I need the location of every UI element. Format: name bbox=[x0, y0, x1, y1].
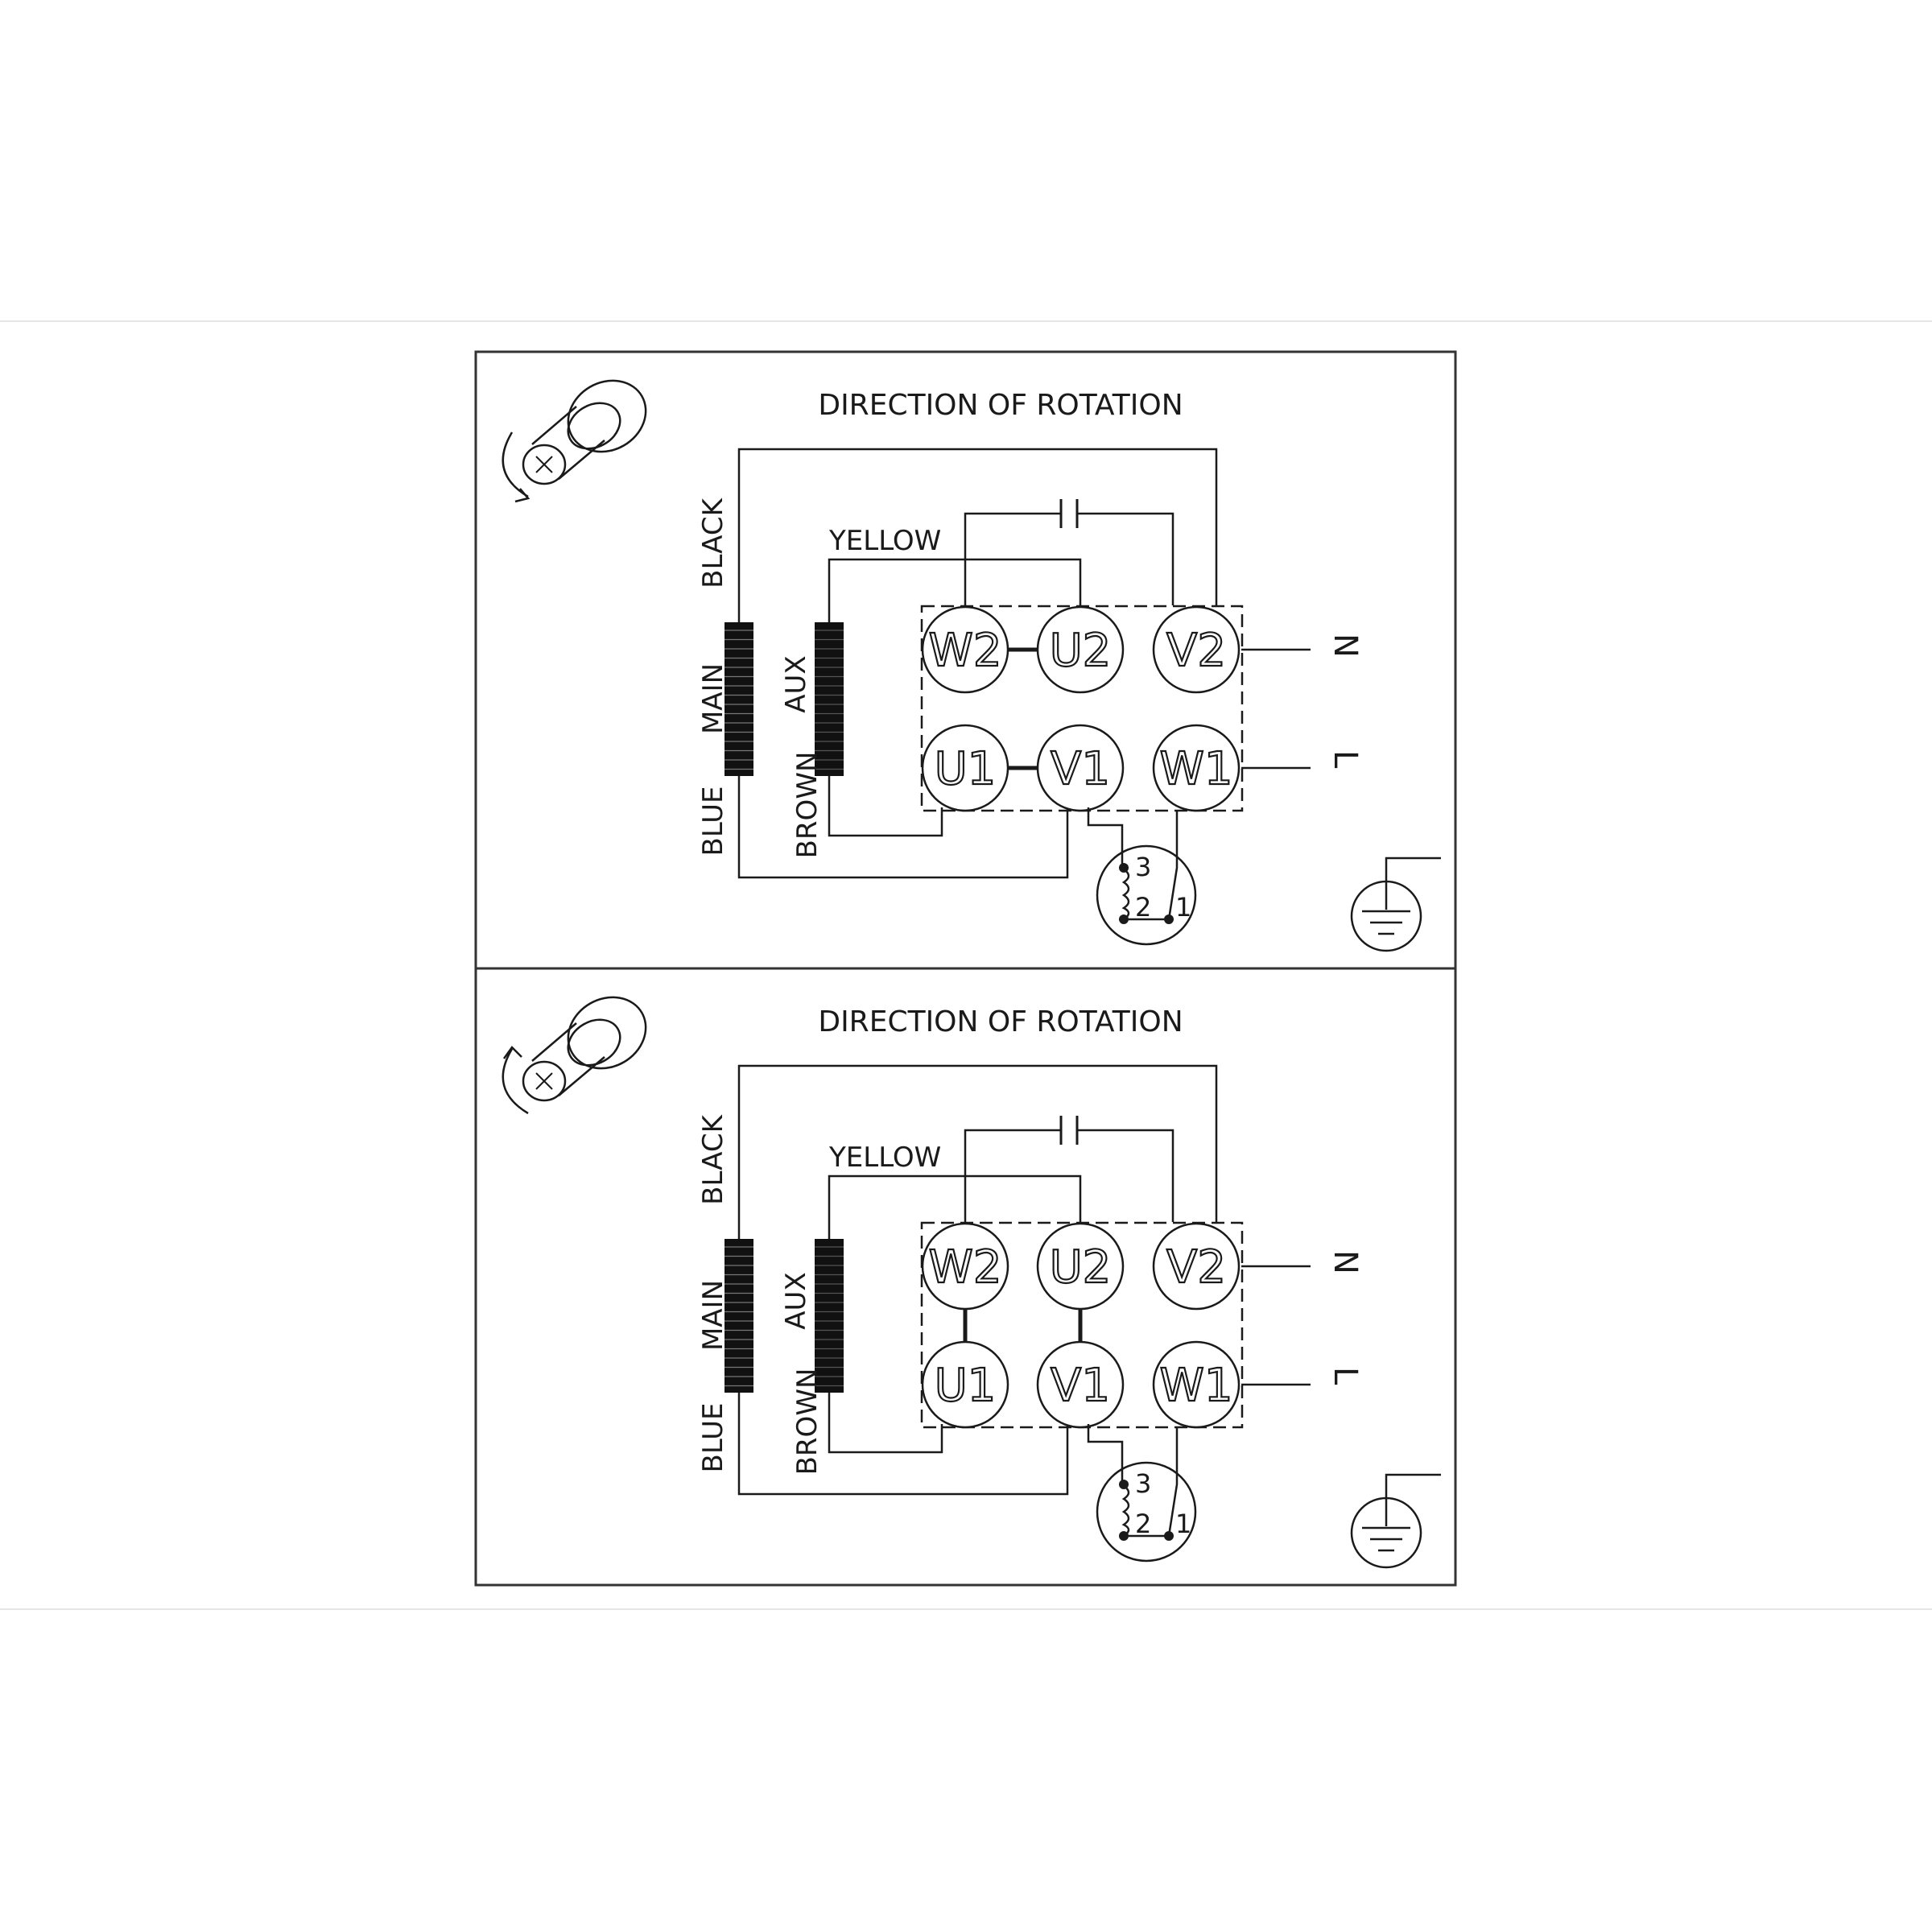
switch-lead-in bbox=[1088, 1424, 1122, 1484]
terminal-w2 bbox=[923, 1224, 1008, 1309]
switch-contact-2-label: 2 bbox=[1135, 892, 1152, 923]
panel-title: DIRECTION OF ROTATION bbox=[818, 1005, 1183, 1038]
blue-wire bbox=[739, 1393, 1067, 1494]
terminal-w2 bbox=[923, 607, 1008, 692]
shaft-rotation-icon bbox=[503, 984, 659, 1113]
blue-wire bbox=[739, 776, 1067, 877]
blue-wire-label: BLUE bbox=[697, 1402, 729, 1473]
brown-wire bbox=[829, 776, 942, 836]
terminal-u1-label: U1 bbox=[934, 743, 997, 795]
terminal-v1-label: V1 bbox=[1051, 743, 1110, 795]
terminal-w2-label: W2 bbox=[928, 625, 1002, 677]
ground-lead bbox=[1386, 1475, 1441, 1509]
terminal-w1 bbox=[1154, 1342, 1239, 1427]
main-winding-label: MAIN bbox=[697, 1279, 729, 1352]
terminal-u1 bbox=[923, 1342, 1008, 1427]
switch-contact-1-label: 1 bbox=[1175, 1509, 1192, 1539]
line-label: L bbox=[1327, 750, 1364, 769]
terminal-u2-label: U2 bbox=[1049, 625, 1112, 677]
terminal-w2-label: W2 bbox=[928, 1241, 1002, 1294]
yellow-wire-label: YELLOW bbox=[829, 525, 942, 557]
ground-icon bbox=[1352, 1475, 1441, 1567]
thermal-switch-icon bbox=[1088, 1424, 1195, 1561]
wiring-panel-1 bbox=[476, 352, 1455, 968]
wiring-panel-2 bbox=[476, 968, 1455, 1585]
terminal-v2-label: V2 bbox=[1166, 625, 1226, 677]
terminal-v2-label: V2 bbox=[1166, 1241, 1226, 1294]
ground-icon bbox=[1352, 858, 1441, 951]
brown-wire bbox=[829, 1393, 942, 1452]
terminal-w1-label: W1 bbox=[1159, 1360, 1233, 1412]
switch-contact-1-label: 1 bbox=[1175, 892, 1192, 923]
terminal-v1 bbox=[1038, 725, 1123, 811]
terminal-v2 bbox=[1154, 1224, 1239, 1309]
terminal-u2-label: U2 bbox=[1049, 1241, 1112, 1294]
yellow-wire-label: YELLOW bbox=[829, 1141, 942, 1174]
terminal-w1 bbox=[1154, 725, 1239, 811]
rotation-arrowhead bbox=[515, 489, 528, 502]
thermal-switch-icon bbox=[1088, 807, 1195, 944]
switch-contact-3-label: 3 bbox=[1135, 1468, 1152, 1499]
black-wire-label: BLACK bbox=[697, 498, 729, 588]
blue-wire-label: BLUE bbox=[697, 786, 729, 857]
black-wire-label: BLACK bbox=[697, 1115, 729, 1205]
panel-title: DIRECTION OF ROTATION bbox=[818, 389, 1183, 422]
capacitor-symbol bbox=[1061, 1116, 1077, 1145]
switch-coil bbox=[1124, 869, 1129, 919]
switch-contact-2-label: 2 bbox=[1135, 1509, 1152, 1539]
terminal-v2 bbox=[1154, 607, 1239, 692]
neutral-label: N bbox=[1327, 1250, 1364, 1274]
terminal-u2 bbox=[1038, 1224, 1123, 1309]
capacitor-wire-right bbox=[1077, 1130, 1173, 1222]
line-label: L bbox=[1327, 1367, 1364, 1385]
terminal-v1 bbox=[1038, 1342, 1123, 1427]
main-winding-label: MAIN bbox=[697, 663, 729, 735]
shaft-rotation-icon bbox=[503, 367, 659, 502]
terminal-w1-label: W1 bbox=[1159, 743, 1233, 795]
aux-winding-label: AUX bbox=[780, 1272, 812, 1330]
black-wire bbox=[739, 1066, 1216, 1239]
terminal-u1 bbox=[923, 725, 1008, 811]
capacitor-symbol bbox=[1061, 499, 1077, 528]
ground-lead bbox=[1386, 858, 1441, 892]
terminal-u1-label: U1 bbox=[934, 1360, 997, 1412]
switch-coil bbox=[1124, 1486, 1129, 1536]
terminal-v1-label: V1 bbox=[1051, 1360, 1110, 1412]
terminal-u2 bbox=[1038, 607, 1123, 692]
aux-winding-label: AUX bbox=[780, 655, 812, 713]
brown-wire-label: BROWN bbox=[791, 1368, 824, 1476]
rotation-arrowhead bbox=[504, 1047, 522, 1059]
capacitor-wire-right bbox=[1077, 514, 1173, 605]
neutral-label: N bbox=[1327, 634, 1364, 658]
switch-contact-3-label: 3 bbox=[1135, 852, 1152, 882]
brown-wire-label: BROWN bbox=[791, 751, 824, 859]
black-wire bbox=[739, 449, 1216, 622]
switch-lead-in bbox=[1088, 807, 1122, 868]
